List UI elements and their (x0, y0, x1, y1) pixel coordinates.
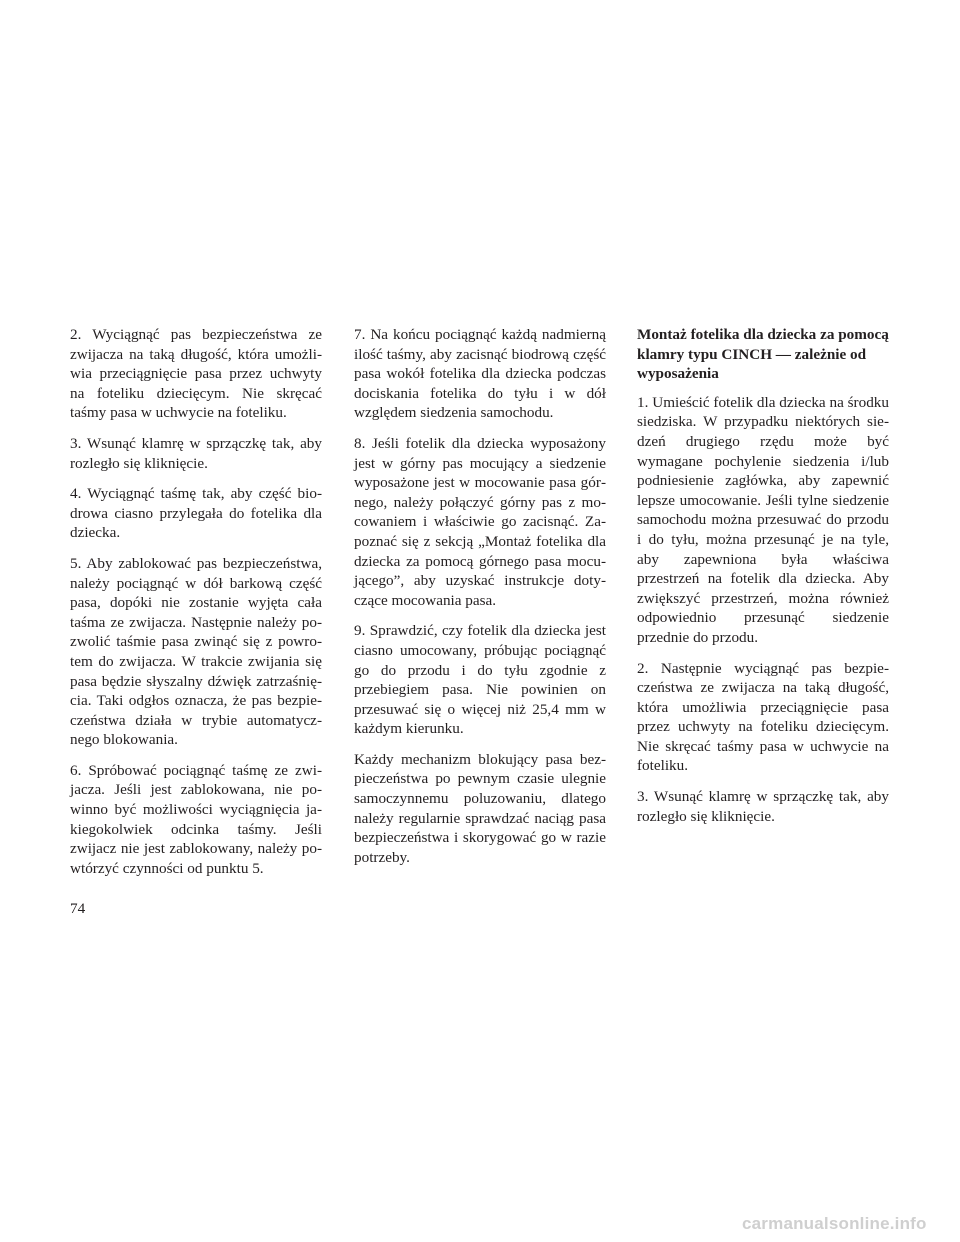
step-8-paragraph: 8. Jeśli fotelik dla dziecka wyposażony jest w górny pas mocujący a siedzenie wyposażone jest w mocowanie pasa górnego, należy połączyć górny pas z mocowaniem i właściwie go zacisnąć. Zapoznać się z sekcją „Montaż fotelika dla dziecka za pomocą górnego pasa mocującego”, aby uzyskać instrukcje dotyczące mocowania pasa. (354, 434, 606, 609)
page-number: 74 (70, 900, 86, 917)
cinch-step-1-paragraph: 1. Umieścić fotelik dla dziecka na środku siedziska. W przypadku niektórych siedzeń drugiego rzędu może być wymagane pochylenie siedzenia i/lub podniesienie zagłówka, aby zapewnić lepsze umocowanie. Jeśli tylne siedzenie samochodu można przesuwać do przodu i do tyłu, można przesunąć je na tyle, aby zapewniona była właściwa przestrzeń na fotelik dla dziecka. Aby zwiększyć przestrzeń, można również odpowiednio przesunąć siedzenie przednie do przodu. (637, 393, 889, 646)
step-9-paragraph: 9. Sprawdzić, czy fotelik dla dziecka jest ciasno umocowany, próbując pociągnąć go do przodu i do tyłu zgodnie z przebiegiem pasa. Nie powinien on przesuwać się o więcej niż 25,4 mm w każdym kierunku. (354, 622, 606, 738)
step-7-paragraph: 7. Na końcu pociągnąć każdą nadmierną ilość taśmy, aby zacisnąć biodrową część pasa wokół fotelika dla dziecka podczas dociskania fotelika do tyłu i w dół względem siedzenia samochodu. (354, 326, 606, 422)
section-heading: Montaż fotelika dla dziecka za pomocą klamry typu CINCH — zależnie od wyposażenia (637, 326, 889, 383)
maintenance-note-paragraph: Każdy mechanizm blokujący pasa bezpieczeństwa po pewnym czasie ulegnie samoczynnemu poluzowaniu, dlatego należy regularnie sprawdzać naciąg pasa bezpieczeństwa i skorygować go w razie potrzeby. (354, 750, 606, 866)
text-column-2 (354, 325, 606, 878)
cinch-step-2-paragraph: 2. Następnie wyciągnąć pas bezpieczeństwa ze zwijacza na taką długość, która umożliwia przeciągnięcie pasa przez uchwyty na foteliku dziecięcym. Nie skręcać taśmy pasa w uchwycie na foteliku. (637, 659, 889, 775)
step-6-paragraph: 6. Spróbować pociągnąć taśmę ze zwijacza. Jeśli jest zablokowana, nie powinno być możliwości wyciągnięcia jakiegokolwiek odcinka taśmy. Jeśli zwijacz nie jest zablokowany, należy powtórzyć czynności od punktu 5. (70, 761, 322, 877)
step-4-paragraph: 4. Wyciągnąć taśmę tak, aby część biodrowa ciasno przylegała do fotelika dla dziecka. (70, 485, 322, 542)
step-5-paragraph: 5. Aby zablokować pas bezpieczeństwa, należy pociągnąć w dół barkową część pasa, dopóki nie zostanie wyjęta cała taśma ze zwijacza. Następnie należy pozwolić taśmie pasa zwinąć się z powrotem do zwijacza. W trakcie zwijania się pasa będzie słyszalny dźwięk zatrzaśnięcia. Taki odgłos oznacza, że pas bezpieczeństwa działa w trybie automatycznego blokowania. (70, 554, 322, 749)
step-3-paragraph: 3. Wsunąć klamrę w sprzączkę tak, aby rozległo się kliknięcie. (70, 434, 322, 472)
watermark: carmanualsonline.info (742, 1214, 927, 1233)
step-2-paragraph: 2. Wyciągnąć pas bezpieczeństwa ze zwijacza na taką długość, która umożliwia przeciągnięcie pasa przez uchwyty na foteliku dziecięcym. Nie skręcać taśmy pasa w uchwycie na foteliku. (70, 326, 322, 422)
text-column-1 (70, 325, 322, 889)
cinch-step-3-paragraph: 3. Wsunąć klamrę w sprzączkę tak, aby rozległo się kliknięcie. (637, 788, 889, 825)
text-column-3 (637, 325, 889, 837)
